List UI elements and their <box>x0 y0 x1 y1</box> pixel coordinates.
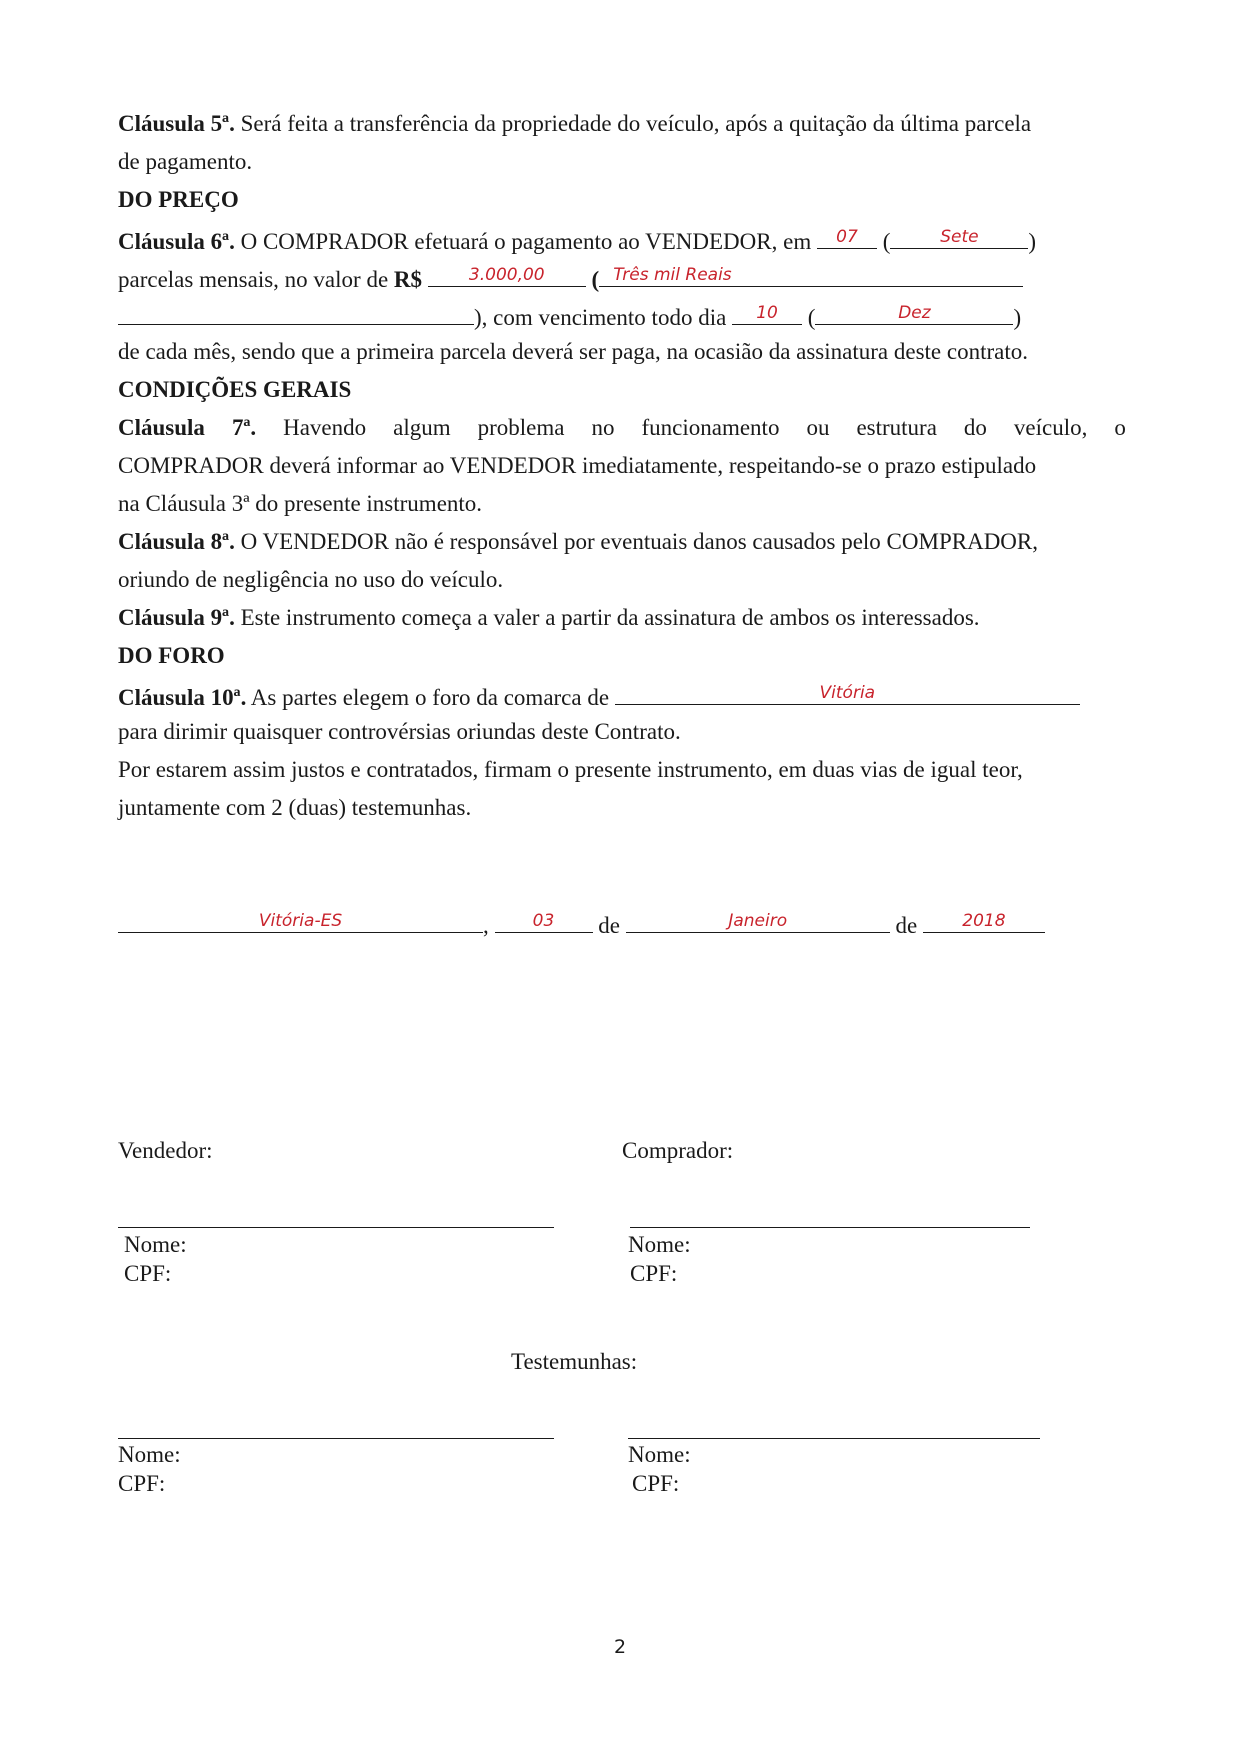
clause-6-label: Cláusula 6ª. <box>118 229 235 254</box>
clause-7-word: Havendo <box>283 415 367 440</box>
clause-7-word: o <box>1114 415 1126 440</box>
witness-1-name-label: Nome: <box>118 1442 181 1467</box>
installments-words-field[interactable] <box>890 224 1028 249</box>
amount-words-value: Três mil Reais <box>613 265 732 285</box>
due-day-words-value: Dez <box>898 303 931 323</box>
date-line <box>118 908 1045 940</box>
witness-2-signature-line[interactable] <box>628 1438 1040 1439</box>
amount-field[interactable] <box>428 262 586 287</box>
date-de-1: de <box>598 913 620 938</box>
seller-label: Vendedor: <box>118 1138 213 1163</box>
closing-line-1 <box>118 756 1126 784</box>
clause-7-text-3: na Cláusula 3ª do presente instrumento. <box>118 491 483 516</box>
place-value: Vitória-ES <box>258 911 343 931</box>
buyer-cpf-label: CPF: <box>630 1261 678 1286</box>
year-field[interactable] <box>923 908 1045 933</box>
clause-7-line-1 <box>118 414 1126 442</box>
clause-7-word: funcionamento <box>641 415 780 440</box>
clause-5-line-2 <box>118 148 252 176</box>
due-day-words-field[interactable] <box>815 300 1013 325</box>
clause-5-text-cont: de pagamento. <box>118 149 253 174</box>
closing-line-2 <box>118 794 471 822</box>
heading-condicoes-gerais: CONDIÇÕES GERAIS <box>118 377 352 402</box>
year-value: 2018 <box>962 911 1006 931</box>
clause-10-text-cont: para dirimir quaisquer controvérsias oriundas deste Contrato. <box>118 719 681 744</box>
witnesses-label: Testemunhas: <box>511 1349 638 1374</box>
clause-8-label: Cláusula 8ª. <box>118 529 235 554</box>
heading-do-preco: DO PREÇO <box>118 187 239 212</box>
amount-words-field[interactable] <box>599 262 1023 287</box>
installments-number-value: 07 <box>836 227 858 247</box>
clause-6-line-2: parcelas mensais, no valor de R$ 3.000,00 ( Três mil Reais <box>118 262 1023 294</box>
clause-8-line-2 <box>118 566 503 594</box>
place-field[interactable] <box>118 908 483 933</box>
closing-text-2: juntamente com 2 (duas) testemunhas. <box>118 795 472 820</box>
amount-value: 3.000,00 <box>468 265 545 285</box>
clause-7-word: algum <box>393 415 451 440</box>
clause-7-line-3 <box>118 490 482 518</box>
witness-2-cpf-label: CPF: <box>632 1471 680 1496</box>
clause-7-word: ou <box>806 415 830 440</box>
closing-text-1: Por estarem assim justos e contratados, firmam o presente instrumento, em duas vias de igual teor, <box>118 757 1023 782</box>
clause-6-line-1: Cláusula 6ª. O COMPRADOR efetuará o pagamento ao VENDEDOR, em 07 ( Sete ) <box>118 224 1036 256</box>
seller-name-label: Nome: <box>124 1232 187 1257</box>
clause-7-word: no <box>591 415 615 440</box>
clause-8-text: O VENDEDOR não é responsável por eventuais danos causados pelo COMPRADOR, <box>234 529 1039 554</box>
witness-1-cpf-label: CPF: <box>118 1471 166 1496</box>
clause-7-word: problema <box>477 415 565 440</box>
heading-do-foro: DO FORO <box>118 643 225 668</box>
clause-8-line-1 <box>118 528 1038 556</box>
clause-7-word: veículo, <box>1013 415 1088 440</box>
clause-6-text-a: O COMPRADOR efetuará o pagamento ao VENDEDOR, em <box>234 229 817 254</box>
witness-2-name-label: Nome: <box>628 1442 691 1467</box>
month-field[interactable] <box>626 908 890 933</box>
clause-7-label-word: 7ª. <box>231 415 257 440</box>
clause-5-label: Cláusula 5ª. <box>118 111 235 136</box>
clause-7-word: estrutura <box>856 415 937 440</box>
clause-8-text-cont: oriundo de negligência no uso do veículo. <box>118 567 504 592</box>
clause-5-text: Será feita a transferência da propriedade do veículo, após a quitação da última parcela <box>234 111 1032 136</box>
day-field[interactable] <box>495 908 593 933</box>
installments-number-field[interactable] <box>817 224 877 249</box>
clause-10-line-2 <box>118 718 681 746</box>
due-day-value: 10 <box>756 303 778 323</box>
buyer-name-label: Nome: <box>628 1232 691 1257</box>
clause-7-word: do <box>963 415 987 440</box>
due-day-field[interactable] <box>732 300 802 325</box>
comarca-city-value: Vitória <box>819 683 876 703</box>
clause-10-label: Cláusula 10ª. <box>118 685 247 710</box>
day-value: 03 <box>532 911 555 931</box>
month-value: Janeiro <box>728 911 788 931</box>
date-de-2: de <box>895 913 918 938</box>
clause-7-text-2: COMPRADOR deverá informar ao VENDEDOR imediatamente, respeitando-se o prazo estipulado <box>118 453 1037 478</box>
clause-6-text-b: parcelas mensais, no valor de <box>118 267 394 292</box>
clause-10-text: As partes elegem o foro da comarca de <box>246 685 615 710</box>
clause-7-line-2 <box>118 452 1036 480</box>
clause-9-label: Cláusula 9ª. <box>118 605 235 630</box>
comarca-city-field[interactable] <box>615 680 1080 705</box>
clause-6-line-4 <box>118 338 1028 366</box>
clause-6-text-d: de cada mês, sendo que a primeira parcela deverá ser paga, na ocasião da assinatura deste contrato. <box>118 339 1028 364</box>
clause-9-line-1 <box>118 604 980 632</box>
clause-9-text: Este instrumento começa a valer a partir da assinatura de ambos os interessados. <box>234 605 980 630</box>
currency-label: R$ <box>393 267 428 292</box>
clause-7-label-word: Cláusula <box>118 415 205 440</box>
page-number: 2 <box>613 1636 627 1658</box>
installments-words-value: Sete <box>940 227 979 247</box>
amount-words-field-cont[interactable] <box>118 300 474 325</box>
date-comma: , <box>483 913 489 938</box>
buyer-signature-line[interactable] <box>630 1227 1030 1228</box>
clause-6-line-3: ), com vencimento todo dia 10 ( Dez ) <box>118 300 1021 332</box>
buyer-label: Comprador: <box>622 1138 734 1163</box>
witness-1-signature-line[interactable] <box>118 1438 554 1439</box>
clause-5-line-1 <box>118 110 1031 138</box>
seller-cpf-label: CPF: <box>124 1261 172 1286</box>
seller-signature-line[interactable] <box>118 1227 554 1228</box>
clause-6-text-c: ), com vencimento todo dia <box>474 305 733 330</box>
clause-10-line-1 <box>118 680 1080 712</box>
